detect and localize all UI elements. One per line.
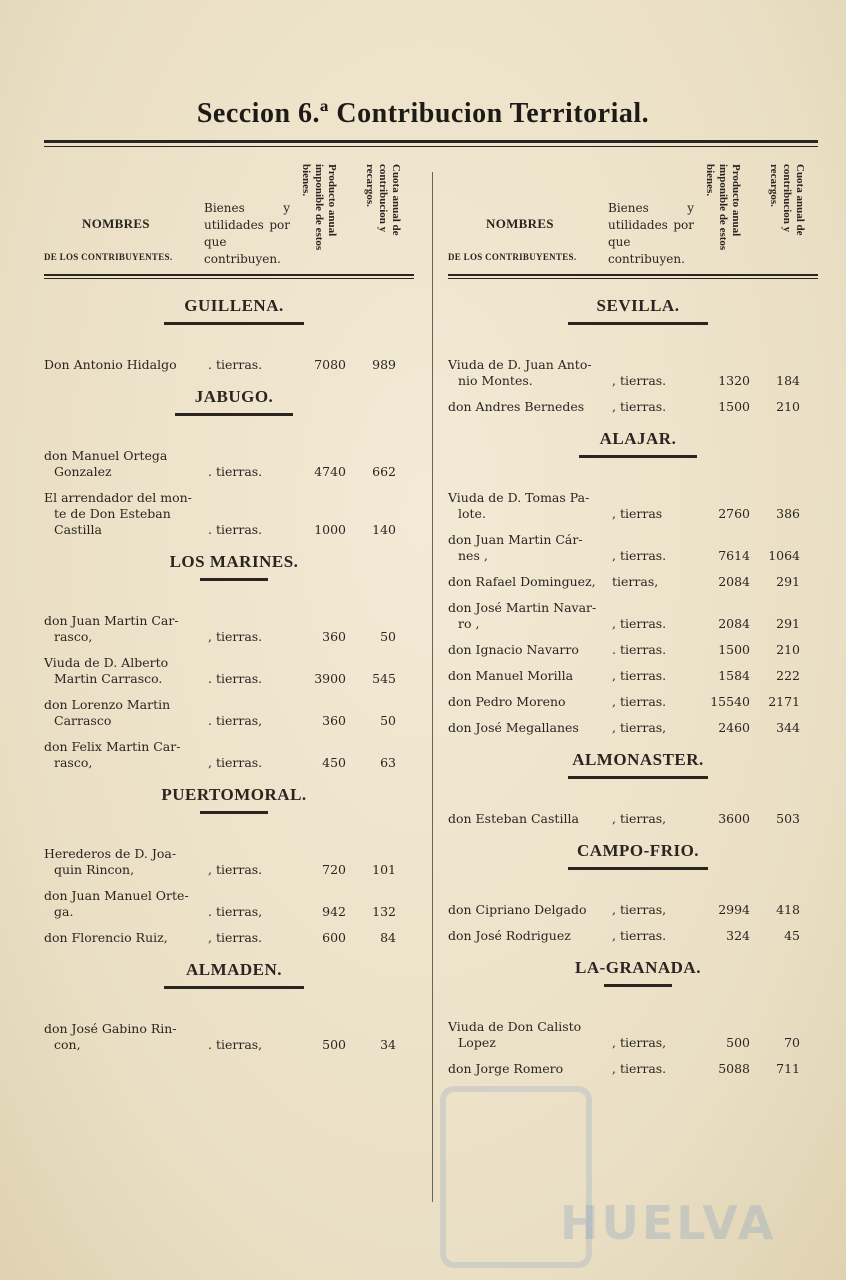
header-contribuyentes: DE LOS CONTRIBUYENTES. xyxy=(448,252,577,262)
contributor-name-line: don José Martin Navar- xyxy=(448,600,597,615)
contributor-name-line: ga. xyxy=(54,904,74,919)
contributor-name xyxy=(44,1021,204,1053)
table-row xyxy=(44,697,424,729)
annual-product-value: 1500 xyxy=(718,399,750,414)
annual-quota-value: 711 xyxy=(776,1061,800,1076)
annual-product-value: 7080 xyxy=(314,357,346,372)
property-type: , tierras. xyxy=(612,548,667,563)
annual-product-value: 450 xyxy=(322,755,346,770)
contributor-name xyxy=(448,694,618,710)
annual-quota-value: 84 xyxy=(380,930,396,945)
property-type: , tierras, xyxy=(612,1035,667,1050)
annual-quota-value: 662 xyxy=(372,464,396,479)
annual-product-value: 2084 xyxy=(718,616,750,631)
property-type: , tierras. xyxy=(612,668,667,683)
annual-quota-value: 63 xyxy=(380,755,396,770)
section-gap xyxy=(44,325,424,347)
contributor-name-line: Castilla xyxy=(54,522,102,537)
table-row xyxy=(448,928,828,944)
annual-quota-value: 222 xyxy=(776,668,800,683)
property-type: , tierras. xyxy=(208,629,263,644)
annual-product-value: 2760 xyxy=(718,506,750,521)
contributor-name-line: ro , xyxy=(458,616,480,631)
table-row xyxy=(44,490,424,538)
annual-quota-value: 50 xyxy=(380,713,396,728)
annual-product-value: 360 xyxy=(322,713,346,728)
contributor-name-line: rasco, xyxy=(54,629,93,644)
watermark-text: HUELVA xyxy=(560,1196,777,1250)
contributor-name xyxy=(44,846,204,878)
contributor-name-line: El arrendador del mon- xyxy=(44,490,192,505)
title-rule-bottom xyxy=(44,146,818,147)
contributor-name xyxy=(448,928,618,944)
contributor-name xyxy=(44,613,204,645)
section-gap xyxy=(448,325,828,347)
annual-product-value: 5088 xyxy=(718,1061,750,1076)
table-header-right xyxy=(448,160,828,272)
contributor-name-line: don José Megallanes xyxy=(448,720,579,735)
property-type: , tierras. xyxy=(612,399,667,414)
property-type: , tierras. xyxy=(208,862,263,877)
contributor-name-line: nio Montes. xyxy=(458,373,533,388)
contributor-name-line: don Jorge Romero xyxy=(448,1061,564,1076)
section-title: SEVILLA. xyxy=(596,296,680,315)
section-gap xyxy=(44,416,424,438)
table-row xyxy=(448,490,828,522)
contributor-name-line: don Pedro Moreno xyxy=(448,694,566,709)
header-nombres: NOMBRES xyxy=(486,216,554,231)
contributor-name xyxy=(44,697,204,729)
header-cuota: Cuota anual de contribucion y recargos. xyxy=(768,164,806,236)
header-bienes: Bienes y utilidades por que contribuyen. xyxy=(204,201,290,266)
contributor-name-line: quin Rincon, xyxy=(54,862,135,877)
contributor-name-line: don Manuel Morilla xyxy=(448,668,574,683)
contributor-name-line: don Ignacio Navarro xyxy=(448,642,579,657)
annual-quota-value: 45 xyxy=(784,928,800,943)
contributor-name-line: nes , xyxy=(458,548,488,563)
annual-quota-value: 291 xyxy=(776,574,800,589)
contributor-name xyxy=(448,668,618,684)
contributor-name-line: rasco, xyxy=(54,755,93,770)
section-title: LA-GRANADA. xyxy=(575,958,701,977)
section-title: ALMONASTER. xyxy=(572,750,704,769)
contributor-name xyxy=(448,811,618,827)
section-title: PUERTOMORAL. xyxy=(161,785,307,804)
table-row xyxy=(448,694,828,710)
contributor-name xyxy=(44,739,204,771)
contributor-name-line: don Juan Manuel Orte- xyxy=(44,888,189,903)
section-title: GUILLENA. xyxy=(184,296,284,315)
annual-quota-value: 1064 xyxy=(768,548,800,563)
table-row xyxy=(448,600,828,632)
contributor-name-line: Viuda de D. Alberto xyxy=(44,655,169,670)
contributor-name-line: Lopez xyxy=(458,1035,496,1050)
header-producto: Producto anual imponible de estos bienes. xyxy=(704,164,742,251)
annual-quota-value: 545 xyxy=(372,671,396,686)
annual-quota-value: 291 xyxy=(776,616,800,631)
contributor-name xyxy=(44,655,204,687)
section-gap xyxy=(448,458,828,480)
right-column xyxy=(448,160,828,1220)
table-row xyxy=(44,448,424,480)
annual-quota-value: 989 xyxy=(372,357,396,372)
property-type: . tierras. xyxy=(208,464,263,479)
contributor-name-line: don Manuel Ortega xyxy=(44,448,168,463)
annual-product-value: 720 xyxy=(322,862,346,877)
page-title: Seccion 6.ª Contribucion Territorial. xyxy=(196,98,650,129)
annual-product-value: 600 xyxy=(322,930,346,945)
left-body xyxy=(44,282,424,1053)
contributor-name xyxy=(448,532,608,564)
table-row xyxy=(44,655,424,687)
annual-quota-value: 34 xyxy=(380,1037,396,1052)
annual-product-value: 360 xyxy=(322,629,346,644)
section-title: ALAJAR. xyxy=(599,429,677,448)
annual-product-value: 942 xyxy=(322,904,346,919)
contributor-name-line: don Lorenzo Martin xyxy=(44,697,171,712)
header-producto: Producto anual imponible de estos bienes. xyxy=(300,164,338,251)
table-row xyxy=(448,668,828,684)
section-title: JABUGO. xyxy=(194,387,274,406)
contributor-name-line: don Cipriano Delgado xyxy=(448,902,587,917)
contributor-name-line: don Rafael Dominguez, xyxy=(448,574,596,589)
header-contribuyentes: DE LOS CONTRIBUYENTES. xyxy=(44,252,173,262)
annual-product-value: 15540 xyxy=(710,694,750,709)
annual-product-value: 4740 xyxy=(314,464,346,479)
section-title: ALMADEN. xyxy=(185,960,283,979)
right-body xyxy=(448,282,828,1077)
header-rule xyxy=(44,274,414,276)
header-bienes: Bienes y utilidades por que contribuyen. xyxy=(608,201,694,266)
property-type: , tierras. xyxy=(612,373,667,388)
table-row xyxy=(448,1019,828,1051)
section-gap xyxy=(448,779,828,801)
table-row xyxy=(448,811,828,827)
section-gap xyxy=(44,989,424,1011)
table-row xyxy=(448,357,828,389)
section-gap xyxy=(448,987,828,1009)
table-row xyxy=(44,1021,424,1053)
contributor-name-line: Gonzalez xyxy=(54,464,112,479)
property-type: . tierras, xyxy=(208,713,263,728)
table-header-left xyxy=(44,160,424,272)
column-divider xyxy=(432,172,433,1202)
annual-quota-value: 70 xyxy=(784,1035,800,1050)
contributor-name xyxy=(448,490,608,522)
annual-product-value: 1584 xyxy=(718,668,750,683)
contributor-name-line: Martin Carrasco. xyxy=(54,671,163,686)
contributor-name xyxy=(448,1019,608,1051)
contributor-name xyxy=(448,357,608,389)
property-type: . tierras, xyxy=(208,904,263,919)
section-title: LOS MARINES. xyxy=(169,552,299,571)
table-row xyxy=(448,532,828,564)
property-type: , tierras, xyxy=(612,811,667,826)
annual-quota-value: 140 xyxy=(372,522,396,537)
contributor-name-line: con, xyxy=(54,1037,81,1052)
table-row xyxy=(448,1061,828,1077)
annual-product-value: 2460 xyxy=(718,720,750,735)
contributor-name xyxy=(448,902,618,918)
annual-product-value: 2084 xyxy=(718,574,750,589)
contributor-name xyxy=(448,600,608,632)
annual-product-value: 500 xyxy=(322,1037,346,1052)
annual-quota-value: 418 xyxy=(776,902,800,917)
header-nombres: NOMBRES xyxy=(82,216,150,231)
contributor-name-line: don Juan Martin Cár- xyxy=(448,532,583,547)
contributor-name xyxy=(44,448,204,480)
property-type: , tierras. xyxy=(612,928,667,943)
contributor-name-line: don Florencio Ruiz, xyxy=(44,930,168,945)
annual-quota-value: 344 xyxy=(776,720,800,735)
annual-product-value: 1500 xyxy=(718,642,750,657)
contributor-name xyxy=(44,357,214,373)
annual-product-value: 3900 xyxy=(314,671,346,686)
table-row xyxy=(44,357,424,373)
property-type: tierras, xyxy=(612,574,659,589)
header-rule-thin xyxy=(44,278,414,279)
property-type: , tierras. xyxy=(208,755,263,770)
table-row xyxy=(448,574,828,590)
annual-quota-value: 101 xyxy=(372,862,396,877)
annual-quota-value: 132 xyxy=(372,904,396,919)
table-row xyxy=(448,399,828,415)
annual-product-value: 1000 xyxy=(314,522,346,537)
annual-product-value: 1320 xyxy=(718,373,750,388)
annual-quota-value: 2171 xyxy=(768,694,800,709)
contributor-name-line: Carrasco xyxy=(54,713,112,728)
header-cuota: Cuota anual de contribucion y recargos. xyxy=(364,164,402,236)
contributor-name-line: Herederos de D. Joa- xyxy=(44,846,177,861)
title-rule-top xyxy=(44,140,818,143)
property-type: , tierras. xyxy=(612,694,667,709)
section-gap xyxy=(448,870,828,892)
contributor-name xyxy=(44,888,204,920)
table-row xyxy=(448,720,828,736)
header-rule xyxy=(448,274,818,276)
property-type: , tierras. xyxy=(208,930,263,945)
contributor-name-line: Viuda de Don Calisto xyxy=(448,1019,582,1034)
annual-quota-value: 210 xyxy=(776,642,800,657)
contributor-name-line: don José Rodriguez xyxy=(448,928,571,943)
contributor-name-line: don Esteban Castilla xyxy=(448,811,579,826)
table-row xyxy=(448,642,828,658)
contributor-name-line: te de Don Esteban xyxy=(54,506,171,521)
header-rule-thin xyxy=(448,278,818,279)
contributor-name xyxy=(448,720,618,736)
annual-product-value: 3600 xyxy=(718,811,750,826)
table-row xyxy=(44,888,424,920)
annual-quota-value: 386 xyxy=(776,506,800,521)
annual-product-value: 7614 xyxy=(718,548,750,563)
property-type: . tierras. xyxy=(208,357,263,372)
annual-product-value: 500 xyxy=(726,1035,750,1050)
left-column xyxy=(44,160,424,1220)
contributor-name xyxy=(44,930,214,946)
contributor-name-line: Viuda de D. Juan Anto- xyxy=(448,357,592,372)
contributor-name xyxy=(448,574,618,590)
property-type: , tierras. xyxy=(612,616,667,631)
contributor-name-line: don Felix Martin Car- xyxy=(44,739,181,754)
table-row xyxy=(44,930,424,946)
contributor-name-line: lote. xyxy=(458,506,486,521)
property-type: , tierras, xyxy=(612,720,667,735)
section-gap xyxy=(44,814,424,836)
contributor-name-line: Don Antonio Hidalgo xyxy=(44,357,177,372)
table-row xyxy=(44,739,424,771)
contributor-name-line: don Juan Martin Car- xyxy=(44,613,179,628)
contributor-name-line: don José Gabino Rin- xyxy=(44,1021,177,1036)
property-type: . tierras. xyxy=(612,642,667,657)
table-row xyxy=(44,846,424,878)
contributor-name xyxy=(448,1061,618,1077)
property-type: , tierras. xyxy=(612,1061,667,1076)
annual-quota-value: 503 xyxy=(776,811,800,826)
annual-quota-value: 50 xyxy=(380,629,396,644)
contributor-name xyxy=(448,399,618,415)
contributor-name-line: don Andres Bernedes xyxy=(448,399,585,414)
section-title: CAMPO-FRIO. xyxy=(576,841,700,860)
property-type: . tierras. xyxy=(208,522,263,537)
contributor-name xyxy=(44,490,204,538)
property-type: , tierras, xyxy=(612,902,667,917)
annual-product-value: 324 xyxy=(726,928,750,943)
table-row xyxy=(44,613,424,645)
annual-quota-value: 210 xyxy=(776,399,800,414)
contributor-name-line: Viuda de D. Tomas Pa- xyxy=(448,490,590,505)
contributor-name xyxy=(448,642,618,658)
property-type: . tierras. xyxy=(208,671,263,686)
table-row xyxy=(448,902,828,918)
annual-product-value: 2994 xyxy=(718,902,750,917)
section-gap xyxy=(44,581,424,603)
property-type: . tierras, xyxy=(208,1037,263,1052)
annual-quota-value: 184 xyxy=(776,373,800,388)
property-type: , tierras xyxy=(612,506,663,521)
